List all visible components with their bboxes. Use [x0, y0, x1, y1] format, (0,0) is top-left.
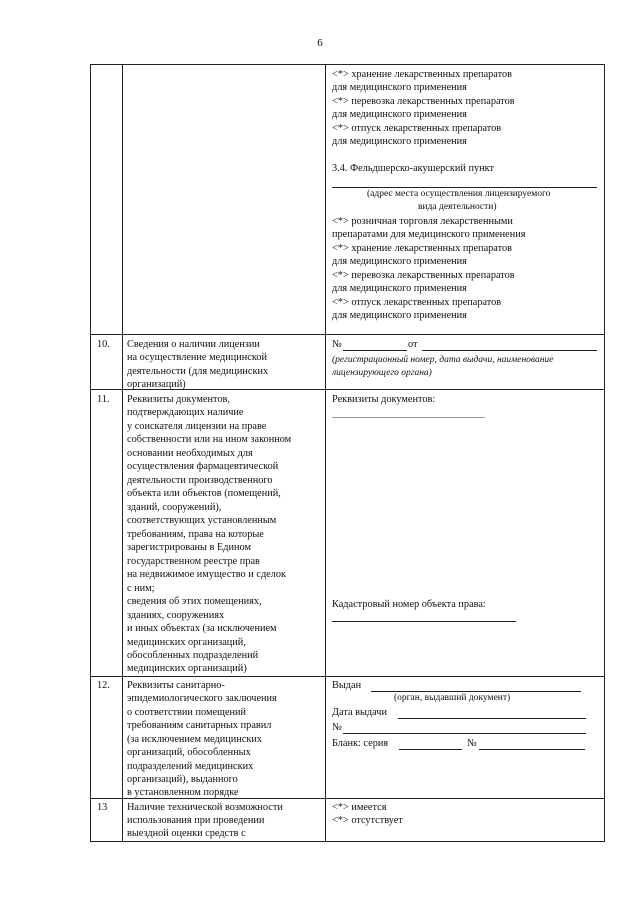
row-12-number: 12. [97, 680, 110, 691]
s34-line-6: для медицинского применения [332, 283, 467, 294]
cadastral-field[interactable] [332, 621, 516, 622]
s34-title: 3.4. Фельдшерско-акушерский пункт [332, 163, 494, 174]
row-11-number: 11. [97, 394, 110, 405]
row-11-label-13: государственном реестре прав [127, 556, 260, 567]
s34-line-3: <*> хранение лекарственных препаратов [332, 243, 512, 254]
row-10-label-2: на осуществление медицинской [127, 352, 268, 363]
form-table [90, 64, 605, 842]
row-13-label-3: выездной оценки средств с [127, 828, 246, 839]
row-11-label-3: у соискателя лицензии на праве [127, 421, 267, 432]
row-divider [91, 334, 604, 335]
blank-no-field[interactable] [479, 749, 585, 750]
row-10-label-3: деятельности (для медицинских [127, 366, 269, 377]
row-11-label-5: основании необходимых для [127, 448, 253, 459]
address-note-2: вида деятельности) [418, 202, 497, 212]
s34-line-8: для медицинского применения [332, 310, 467, 321]
license-no-field[interactable] [343, 350, 407, 351]
row-10-number: 10. [97, 339, 110, 350]
row-11-label-12: зарегистрированы в Едином [127, 542, 251, 553]
license-note-1: (регистрационный номер, дата выдачи, наименование [332, 355, 554, 365]
s33-line-2: для медицинского применения [332, 82, 467, 93]
row-11-label-14: на недвижимое имущество и сделок [127, 569, 287, 580]
docs-field[interactable] [332, 417, 485, 418]
license-date-field[interactable] [422, 350, 597, 351]
row-12-label-5: (за исключением медицинских [127, 734, 263, 745]
s34-line-1: <*> розничная торговля лекарственными [332, 216, 513, 227]
license-note-2: лицензирующего органа) [332, 368, 432, 378]
option-available[interactable]: <*> имеется [332, 802, 387, 813]
row-11-label-20: обособленных подразделений [127, 650, 259, 661]
row-13-number: 13 [97, 802, 108, 813]
row-10-label-1: Сведения о наличии лицензии [127, 339, 260, 350]
blank-series-field[interactable] [399, 749, 462, 750]
doc-no-field[interactable] [343, 733, 586, 734]
row-11-label-16: сведения об этих помещениях, [127, 596, 262, 607]
column-divider [122, 65, 123, 841]
issuer-note: (орган, выдавший документ) [394, 693, 511, 703]
row-13-label-1: Наличие технической возможности [127, 802, 283, 813]
row-12-label-7: подразделений медицинских [127, 761, 254, 772]
issue-date-label: Дата выдачи [332, 707, 387, 718]
docs-label: Реквизиты документов: [332, 394, 436, 405]
s33-line-1: <*> хранение лекарственных препаратов [332, 69, 512, 80]
row-11-label-10: соответствующих установленным [127, 515, 277, 526]
license-from-label: от [408, 339, 418, 350]
row-11-label-8: объекта или объектов (помещений, [127, 488, 281, 499]
blank-no-label: № [467, 738, 477, 749]
s33-line-4: для медицинского применения [332, 109, 467, 120]
row-10-label-4: организаций) [127, 379, 186, 390]
s34-line-4: для медицинского применения [332, 256, 467, 267]
row-11-label-18: и иных объектах (за исключением [127, 623, 277, 634]
option-unavailable[interactable]: <*> отсутствует [332, 815, 403, 826]
row-13-label-2: использования при проведении [127, 815, 265, 826]
row-12-label-4: требованиям санитарных правил [127, 720, 272, 731]
row-11-label-21: медицинских организаций) [127, 663, 247, 674]
row-11-label-15: с ним; [127, 583, 155, 594]
page-number: 6 [317, 37, 323, 49]
s34-line-2: препаратами для медицинского применения [332, 229, 526, 240]
s33-line-5: <*> отпуск лекарственных препаратов [332, 123, 502, 134]
row-12-label-9: в установленном порядке [127, 787, 239, 798]
row-11-label-17: зданиях, сооружениях [127, 610, 225, 621]
row-11-label-7: деятельности производственного [127, 475, 273, 486]
blank-series-label: Бланк: серия [332, 738, 389, 749]
column-divider [325, 65, 326, 841]
row-11-label-11: требованиям, права на которые [127, 529, 264, 540]
s34-line-5: <*> перевозка лекарственных препаратов [332, 270, 515, 281]
license-no-label: № [332, 339, 342, 350]
row-12-label-8: организаций), выданного [127, 774, 238, 785]
row-11-label-9: зданий, сооружений), [127, 502, 222, 513]
issue-date-field[interactable] [398, 718, 586, 719]
address-note-1: (адрес места осуществления лицензируемого [367, 189, 551, 199]
issued-label: Выдан [332, 680, 362, 691]
cadastral-label: Кадастровый номер объекта права: [332, 599, 486, 610]
row-12-label-6: организаций, обособленных [127, 747, 251, 758]
s33-line-3: <*> перевозка лекарственных препаратов [332, 96, 515, 107]
s34-line-7: <*> отпуск лекарственных препаратов [332, 297, 502, 308]
row-12-label-1: Реквизиты санитарно- [127, 680, 225, 691]
doc-no-label: № [332, 722, 342, 733]
row-12-label-2: эпидемиологического заключения [127, 693, 277, 704]
row-11-label-19: медицинских организаций, [127, 637, 246, 648]
row-12-label-3: о соответствии помещений [127, 707, 247, 718]
s33-line-6: для медицинского применения [332, 136, 467, 147]
row-11-label-4: собственности или на ином законном [127, 434, 292, 445]
row-divider [91, 676, 604, 677]
row-11-label-2: подтверждающих наличие [127, 407, 244, 418]
row-11-label-1: Реквизиты документов, [127, 394, 230, 405]
row-11-label-6: осуществления фармацевтической [127, 461, 279, 472]
